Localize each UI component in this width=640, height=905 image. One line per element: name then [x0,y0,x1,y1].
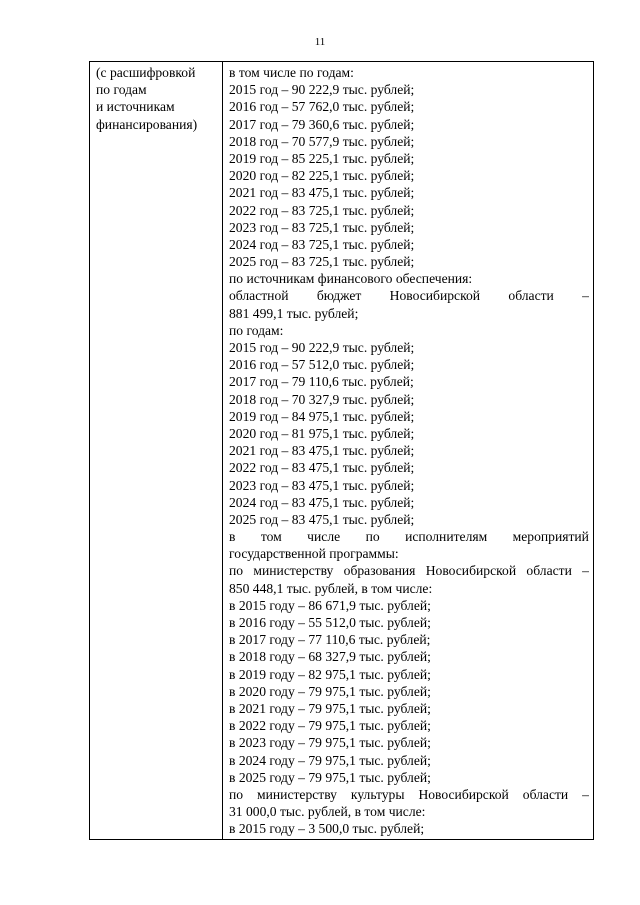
regional-year-line: 2016 год – 57 512,0 тыс. рублей; [229,357,415,373]
executors-line-2: государственной программы: [229,546,399,562]
word: – [582,288,589,304]
word: области [508,288,554,304]
financing-table [89,61,594,840]
column-divider [222,62,223,839]
word: Новосибирской [418,786,509,802]
word: – [582,563,589,579]
education-ministry-line [229,562,589,579]
total-year-line: 2017 год – 79 360,6 тыс. рублей; [229,116,415,132]
word: Новосибирской [389,288,481,304]
education-year-line: в 2015 году – 86 671,9 тыс. рублей; [229,597,431,613]
education-year-line: в 2025 году – 79 975,1 тыс. рублей; [229,769,431,785]
culture-ministry-line [229,786,589,803]
left-line: (с расшифровкой [96,65,196,80]
regional-year-line: 2020 год – 81 975,1 тыс. рублей; [229,425,415,441]
education-year-line: в 2023 году – 79 975,1 тыс. рублей; [229,735,431,751]
total-year-line: 2015 год – 90 222,9 тыс. рублей; [229,82,415,98]
culture-year-line: в 2015 году – 3 500,0 тыс. рублей; [229,821,425,837]
word: Новосибирской [425,563,517,579]
culture-ministry-amount: 31 000,0 тыс. рублей, в том числе: [229,804,426,820]
total-year-line: 2016 год – 57 762,0 тыс. рублей; [229,99,415,115]
word: мероприятий [512,529,589,545]
executors-line [229,528,589,545]
word: – [582,786,589,802]
regional-year-line: 2021 год – 83 475,1 тыс. рублей; [229,443,415,459]
left-column [96,64,220,133]
total-year-line: 2020 год – 82 225,1 тыс. рублей; [229,168,415,184]
by-years-heading: по годам: [229,322,284,338]
left-line: по годам [96,82,147,98]
education-year-line: в 2019 году – 82 975,1 тыс. рублей; [229,666,431,682]
total-year-line: 2024 год – 83 725,1 тыс. рублей; [229,236,415,252]
word: министерству [253,563,334,579]
right-column [229,64,589,837]
regional-year-line: 2017 год – 79 110,6 тыс. рублей; [229,374,414,390]
word: исполнителям [405,529,488,545]
education-year-line: в 2016 году – 55 512,0 тыс. рублей; [229,615,431,630]
word: министерству [257,786,337,802]
regional-budget-line [229,287,589,304]
regional-year-line: 2024 год – 83 475,1 тыс. рублей; [229,494,415,510]
regional-year-line: 2025 год – 83 475,1 тыс. рублей; [229,511,415,527]
education-year-line: в 2018 году – 68 327,9 тыс. рублей; [229,649,431,665]
left-line: финансирования) [96,116,198,132]
word: том [260,529,282,545]
total-by-years-heading: в том числе по годам: [229,65,354,80]
education-year-line: в 2017 году – 77 110,6 тыс. рублей; [229,632,431,648]
total-year-line: 2018 год – 70 577,9 тыс. рублей; [229,133,415,149]
word: по [229,786,244,802]
regional-budget-amount: 881 499,1 тыс. рублей; [229,305,359,321]
word: числе [307,529,341,545]
word: в [229,529,236,545]
education-ministry-amount: 850 448,1 тыс. рублей, в том числе: [229,580,433,596]
total-year-line: 2025 год – 83 725,1 тыс. рублей; [229,254,415,270]
regional-year-line: 2015 год – 90 222,9 тыс. рублей; [229,340,415,355]
total-year-line: 2019 год – 85 225,1 тыс. рублей; [229,150,415,166]
word: по [365,529,380,545]
page-number: 11 [314,36,326,48]
total-year-line: 2022 год – 83 725,1 тыс. рублей; [229,202,415,218]
total-year-line: 2023 год – 83 725,1 тыс. рублей; [229,219,415,235]
word: образования [343,563,416,579]
left-line: и источникам [96,99,175,115]
regional-year-line: 2022 год – 83 475,1 тыс. рублей; [229,460,415,476]
word: области [522,786,569,802]
education-year-line: в 2024 году – 79 975,1 тыс. рублей; [229,752,431,768]
regional-year-line: 2023 год – 83 475,1 тыс. рублей; [229,477,415,493]
total-year-line: 2021 год – 83 475,1 тыс. рублей; [229,185,415,201]
word: области [526,563,572,579]
education-year-line: в 2022 году – 79 975,1 тыс. рублей; [229,718,431,734]
by-sources-heading: по источникам финансового обеспечения: [229,271,473,287]
word: по [229,563,244,579]
word: бюджет [316,288,362,304]
education-year-line: в 2020 году – 79 975,1 тыс. рублей; [229,683,431,699]
regional-year-line: 2018 год – 70 327,9 тыс. рублей; [229,391,415,407]
word: культуры [350,786,405,802]
word: областной [229,288,289,304]
education-year-line: в 2021 году – 79 975,1 тыс. рублей; [229,700,431,716]
regional-year-line: 2019 год – 84 975,1 тыс. рублей; [229,408,415,424]
